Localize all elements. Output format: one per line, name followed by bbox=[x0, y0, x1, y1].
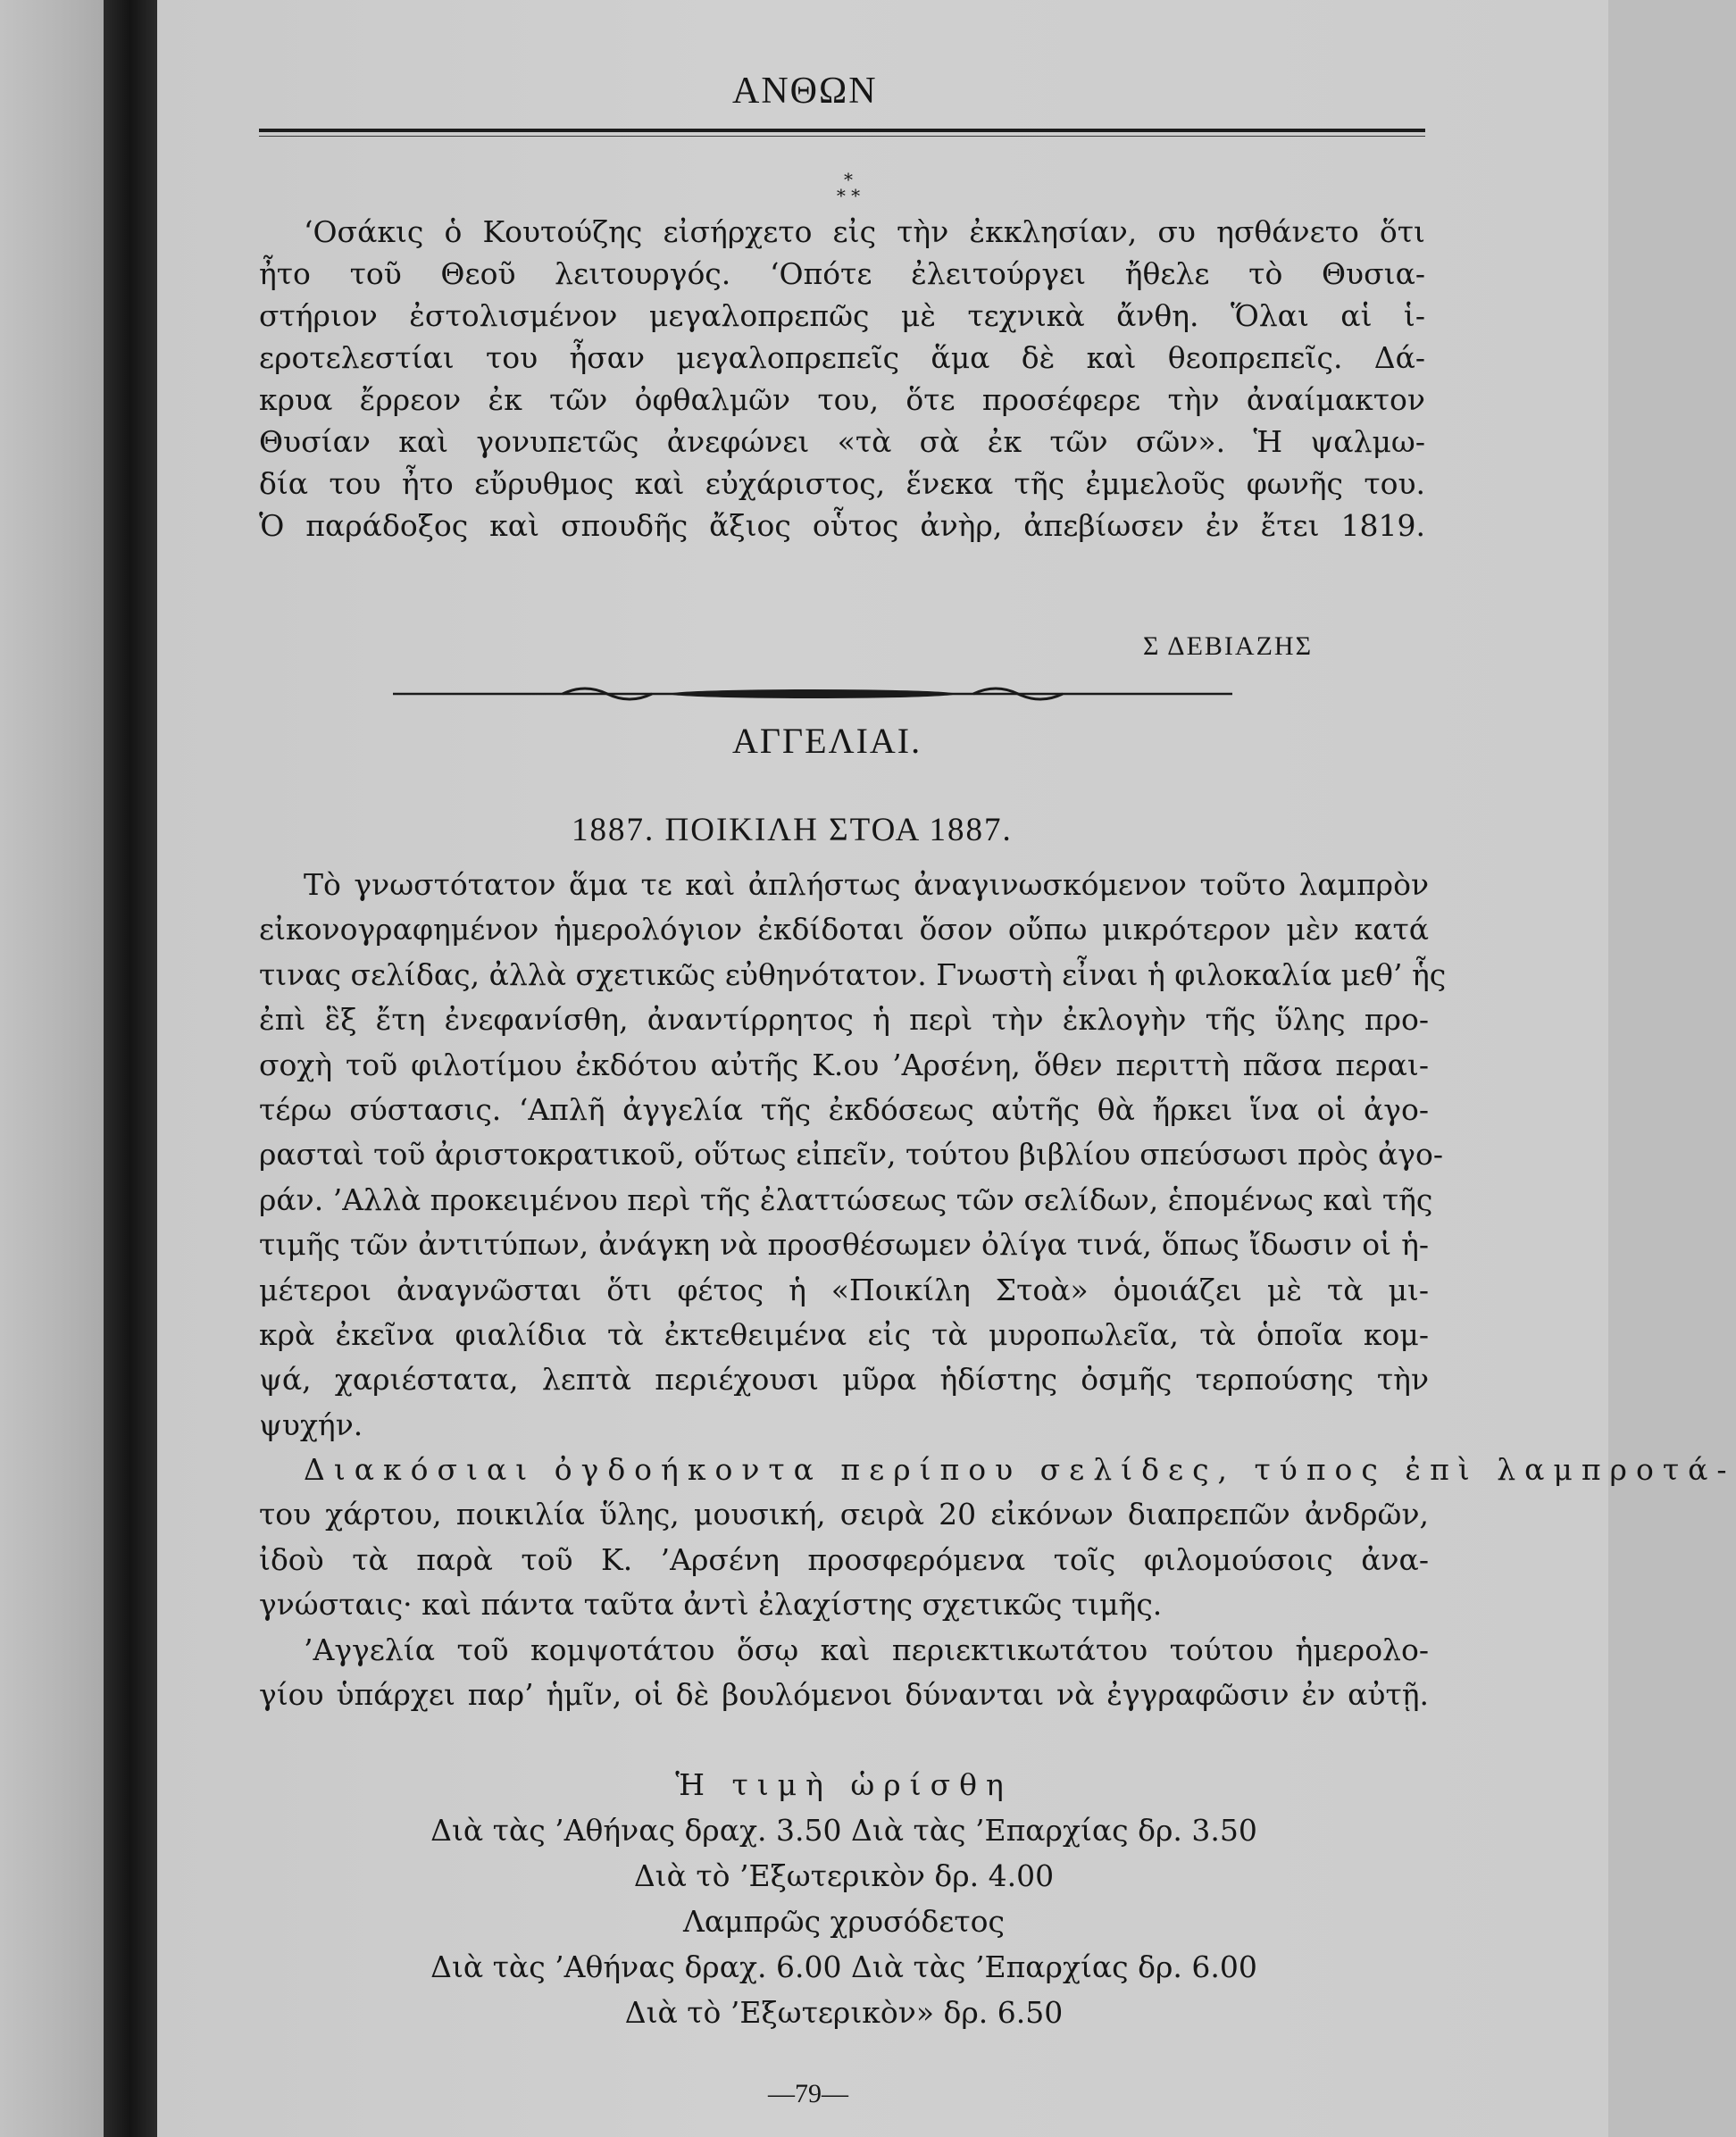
section-title: ΑΓΓΕΛΙΑΙ. bbox=[732, 721, 922, 761]
price-line: Διὰ τὰς ’Αθήνας δραχ. 3.50 Διὰ τὰς ’Επαρχίας δρ. 3.50 bbox=[430, 1813, 1257, 1848]
announcement-line: ρασταὶ τοῦ ἀριστοκρατικοῦ, οὕτως εἰπεῖν, τούτου βιβλίου σπεύσωσι πρὸς ἀγο- bbox=[259, 1137, 1443, 1173]
article-line: εροτελεστίαι του ἦσαν μεγαλοπρεπεῖς ἅμα δὲ καὶ θεοπρεπεῖς. Δά- bbox=[259, 340, 1425, 375]
announcement-line: ’Αγγελία τοῦ κομψοτάτου ὅσῳ καὶ περιεκτικωτάτου τούτου ἡμερολο- bbox=[304, 1632, 1429, 1667]
announcement-line: του χάρτου, ποικιλία ὕλης, μουσική, σειρὰ 20 εἰκόνων διαπρεπῶν ἀνδρῶν, bbox=[259, 1497, 1429, 1532]
article-line: δία του ἦτο εὔρυθμος καὶ εὐχάριστος, ἕνεκα τῆς ἐμμελοῦς φωνῆς του. bbox=[259, 466, 1425, 501]
price-line: Διὰ τὰς ’Αθήνας δραχ. 6.00 Διὰ τὰς ’Επαρχίας δρ. 6.00 bbox=[430, 1949, 1257, 1984]
article-line: ‘Οσάκις ὁ Κουτούζης εἰσήρχετο εἰς τὴν ἐκκλησίαν, συ ησθάνετο ὅτι bbox=[304, 214, 1425, 249]
price-line: Διὰ τὸ ’Εξωτερικὸν δρ. 4.00 bbox=[633, 1858, 1055, 1893]
ornamental-divider bbox=[393, 680, 1232, 707]
announcement-line: γίου ὑπάρχει παρ’ ἡμῖν, οἱ δὲ βουλόμενοι δύνανται νὰ ἐγγραφῶσιν ἐν αὐτῇ. bbox=[259, 1677, 1429, 1713]
announcement-line: Τὸ γνωστότατον ἅμα τε καὶ ἀπλήστως ἀναγινωσκόμενον τοῦτο λαμπρὸν bbox=[304, 867, 1429, 902]
announcement-line: ψά, χαριέστατα, λεπτὰ περιέχουσι μῦρα ἡδίστης ὀσμῆς τερπούσης τὴν bbox=[259, 1362, 1429, 1398]
announcement-text bbox=[259, 863, 1736, 1717]
author-signature: Σ ΔΕΒΙΑΖΗΣ bbox=[1143, 631, 1314, 661]
announcement-line: κρὰ ἐκεῖνα φιαλίδια τὰ ἐκτεθειμένα εἰς τὰ μυροπωλεῖα, τὰ ὁποῖα κομ- bbox=[259, 1316, 1429, 1352]
article-line: Ὁ παράδοξος καὶ σπουδῆς ἄξιος οὗτος ἀνὴρ, ἀπεβίωσεν ἐν ἔτει 1819. bbox=[259, 508, 1425, 543]
running-title: ΑΝΘΩΝ bbox=[732, 71, 878, 112]
announcement-line: ράν. ’Αλλὰ προκειμένου περὶ τῆς ἐλαττώσεως τῶν σελίδων, ἑπομένως καὶ τῆς bbox=[259, 1181, 1433, 1217]
announcement-line: τιμῆς τῶν ἀντιτύπων, ἀνάγκη νὰ προσθέσωμεν ὀλίγα τινά, ὅπως ἴδωσιν οἱ ἡ- bbox=[259, 1227, 1429, 1263]
announcement-line: εἰκονογραφημένον ἡμερολόγιον ἐκδίδοται ὅσον οὔπω μικρότερον μὲν κατά bbox=[259, 912, 1429, 947]
announcement-line: τινας σελίδας, ἀλλὰ σχετικῶς εὐθηνότατον. Γνωστὴ εἶναι ἡ φιλοκαλία μεθ’ ἧς bbox=[259, 956, 1447, 992]
price-heading: Ἡ τιμὴ ὡρίσθη bbox=[675, 1767, 1013, 1802]
page-number: —79— bbox=[768, 2079, 848, 2108]
announcement-line: τέρω σύστασις. ‘Απλῆ ἀγγελία τῆς ἐκδόσεως αὐτῆς θὰ ἤρκει ἵνα οἱ ἀγο- bbox=[259, 1091, 1429, 1127]
article-line: κρυα ἔρρεον ἐκ τῶν ὀφθαλμῶν του, ὅτε προσέφερε τὴν ἀναίμακτον bbox=[259, 382, 1425, 417]
price-line: Διὰ τὸ ’Εξωτερικὸν» δρ. 6.50 bbox=[624, 1995, 1064, 2030]
announcement-line: ψυχήν. bbox=[259, 1407, 363, 1442]
article-line: στήριον ἐστολισμένον μεγαλοπρεπῶς μὲ τεχνικὰ ἄνθη. Ὅλαι αἱ ἱ- bbox=[259, 298, 1425, 333]
header-rule bbox=[259, 129, 1425, 132]
announcement-line: μέτεροι ἀναγνῶσται ὅτι φέτος ἡ «Ποικίλη Στοὰ» ὁμοιάζει μὲ τὰ μι- bbox=[259, 1272, 1429, 1307]
announcement-line: γνώσταις· καὶ πάντα ταῦτα ἀντὶ ἐλαχίστης σχετικῶς τιμῆς. bbox=[259, 1587, 1163, 1623]
announcement-line: ἐπὶ ἓξ ἔτη ἐνεφανίσθη, ἀναντίρρητος ἡ περὶ τὴν ἐκλογὴν τῆς ὕλης προ- bbox=[259, 1002, 1429, 1038]
announcement-heading: 1887. ΠΟΙΚΙΛΗ ΣΤΟΑ 1887. bbox=[572, 812, 1013, 848]
book-binding-shadow bbox=[104, 0, 157, 2137]
announcement-line: σοχὴ τοῦ φιλοτίμου ἐκδότου αὐτῆς Κ.ου ’Αρσένη, ὅθεν περιττὴ πᾶσα περαι- bbox=[259, 1047, 1429, 1082]
price-line: Λαμπρῶς χρυσόδετος bbox=[683, 1904, 1005, 1939]
article-text bbox=[259, 211, 1425, 547]
announcement-line: ἰδοὺ τὰ παρὰ τοῦ Κ. ’Αρσένη προσφερόμενα τοῖς φιλομούσοις ἀνα- bbox=[259, 1541, 1429, 1577]
article-line: Θυσίαν καὶ γονυπετῶς ἀνεφώνει «τὰ σὰ ἐκ τῶν σῶν». Ἡ ψαλμω- bbox=[259, 424, 1425, 459]
header-rule-thin bbox=[259, 136, 1425, 137]
asterism: * * * bbox=[836, 169, 861, 206]
price-list bbox=[259, 1762, 1429, 2035]
scan-left-margin bbox=[0, 0, 107, 2137]
announcement-line: Διακόσιαι ὀγδοήκοντα περίπου σελίδες, τύπος ἐπὶ λαμπροτά- bbox=[304, 1452, 1736, 1488]
article-line: ἦτο τοῦ Θεοῦ λειτουργός. ‘Οπότε ἐλειτούργει ἤθελε τὸ Θυσια- bbox=[259, 256, 1425, 291]
